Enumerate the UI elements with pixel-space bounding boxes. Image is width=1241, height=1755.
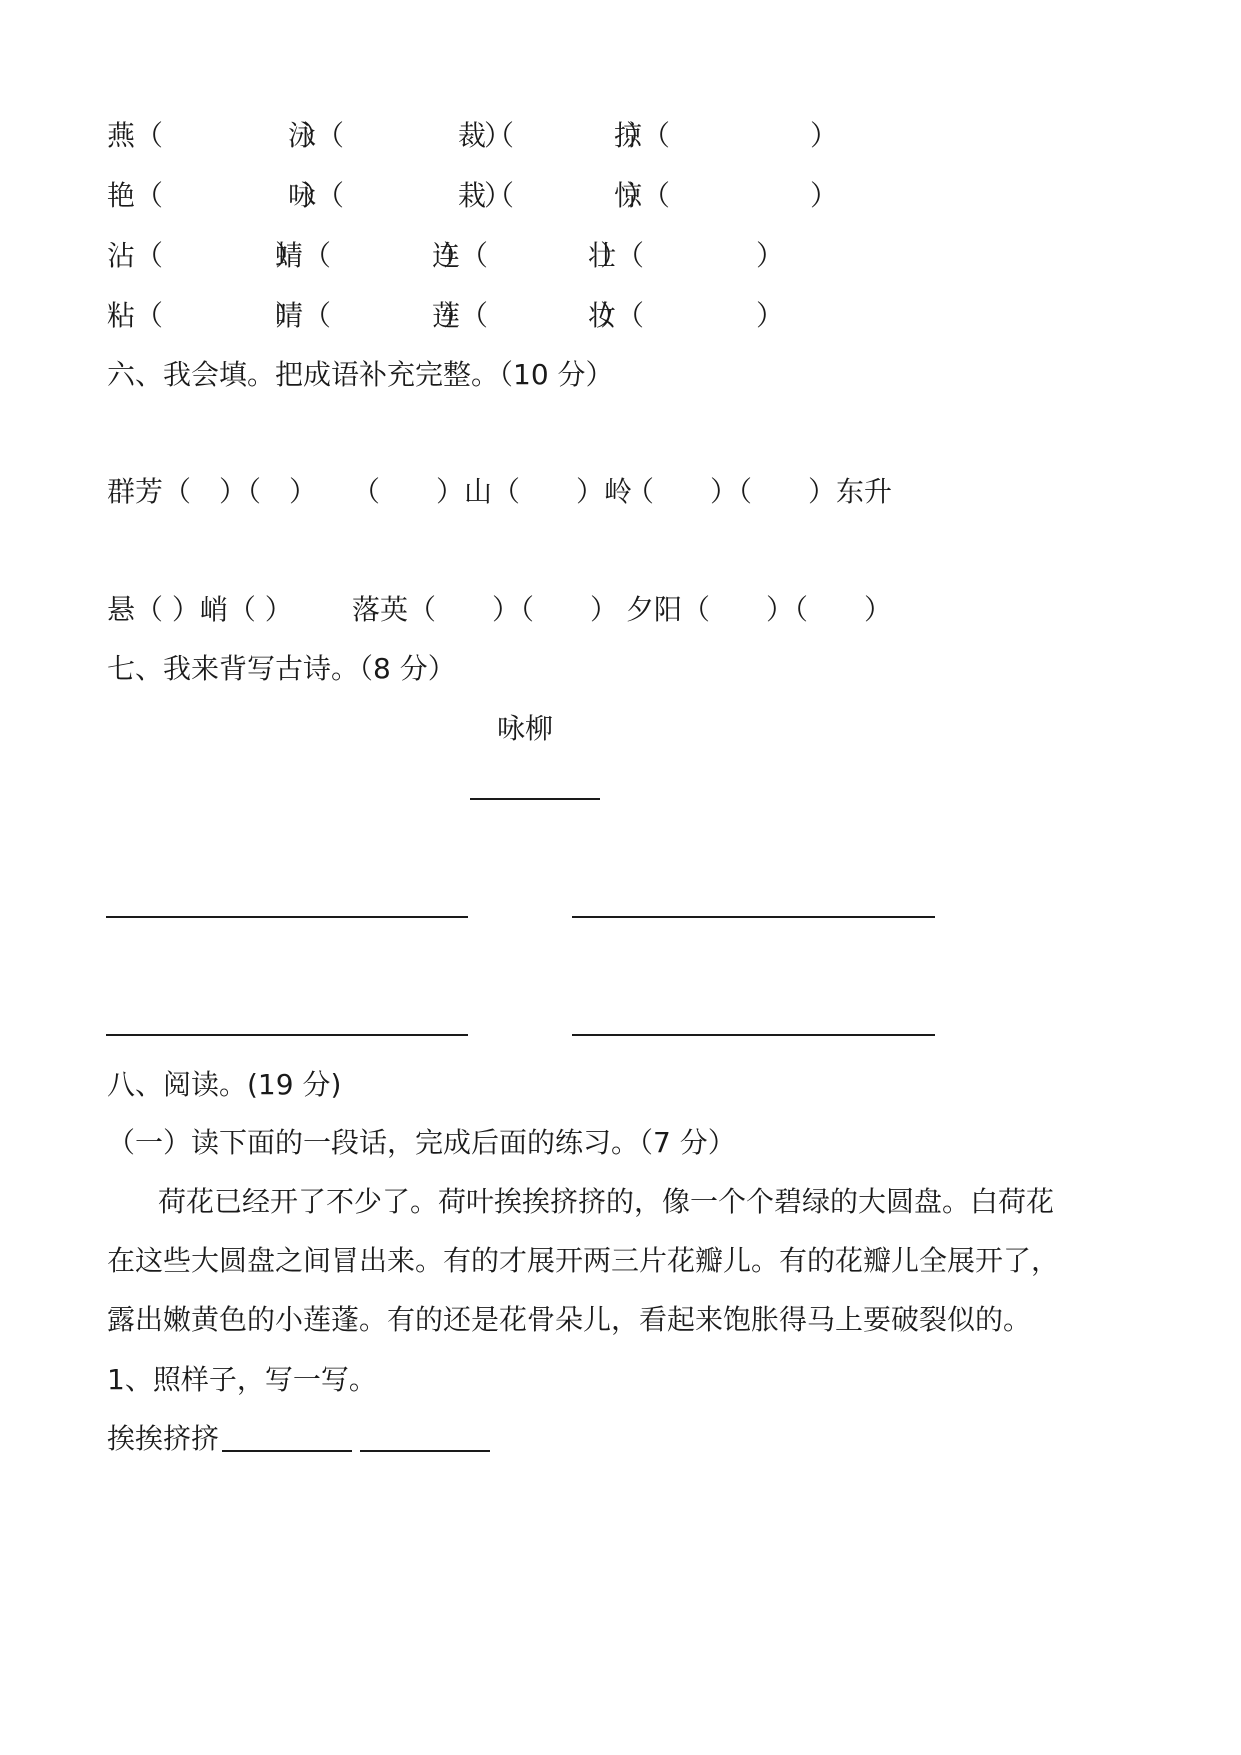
idiom-cell: （ ）（ ）东升 xyxy=(626,475,893,508)
section-6-heading: 六、我会填。把成语补充完整。（10 分） xyxy=(107,358,614,391)
pair-cell: 燕（ ） xyxy=(107,119,332,152)
example-word: 挨挨挤挤 xyxy=(107,1422,220,1455)
passage-line: 露出嫩黄色的小莲蓬。有的还是花骨朵儿，看起来饱胀得马上要破裂似的。 xyxy=(107,1303,1032,1336)
pair-cell: 栽（ ） xyxy=(458,179,655,212)
poem-title: 咏柳 xyxy=(497,712,554,745)
passage-line: 在这些大圆盘之间冒出来。有的才展开两三片花瓣儿。有的花瓣儿全展开了， xyxy=(107,1244,1060,1277)
pair-cell: 艳（ ） xyxy=(107,179,332,212)
pair-cell: 壮（ ） xyxy=(588,239,785,272)
pair-cell: 沾（ ） xyxy=(107,239,304,272)
section-8-heading: 八、阅读。(19 分) xyxy=(107,1068,342,1101)
idiom-cell: 悬（ ）峭（ ） xyxy=(107,593,293,626)
answer-blank[interactable] xyxy=(360,1450,490,1452)
idiom-cell: 群芳（ ）（ ） xyxy=(107,475,318,508)
idiom-cell: 落英（ ）（ ） xyxy=(352,593,619,626)
idiom-cell: （ ）山（ ）岭 xyxy=(352,475,633,508)
idiom-cell: 夕阳（ ）（ ） xyxy=(626,593,893,626)
pair-cell: 莲（ ） xyxy=(432,299,629,332)
pair-cell: 惊（ ） xyxy=(614,179,839,212)
pair-cell: 裁（ ） xyxy=(458,119,655,152)
poem-author-blank[interactable] xyxy=(470,798,600,800)
pair-cell: 连（ ） xyxy=(432,239,629,272)
reading-sub-heading: （一）读下面的一段话，完成后面的练习。（7 分） xyxy=(107,1126,736,1159)
section-7-heading: 七、我来背写古诗。（8 分） xyxy=(107,652,456,685)
poem-line-blank[interactable] xyxy=(572,1034,935,1036)
passage-line: 荷花已经开了不少了。荷叶挨挨挤挤的，像一个个碧绿的大圆盘。白荷花 xyxy=(158,1185,1055,1218)
question-1: 1、照样子，写一写。 xyxy=(107,1363,377,1396)
pair-cell: 晴（ ） xyxy=(275,299,472,332)
pair-cell: 妆（ ） xyxy=(588,299,785,332)
pair-cell: 粘（ ） xyxy=(107,299,304,332)
answer-blank[interactable] xyxy=(222,1450,352,1452)
poem-line-blank[interactable] xyxy=(106,1034,468,1036)
poem-line-blank[interactable] xyxy=(106,916,468,918)
pair-cell: 泳（ ） xyxy=(288,119,513,152)
pair-cell: 掠（ ） xyxy=(614,119,839,152)
pair-cell: 蜻（ ） xyxy=(275,239,472,272)
pair-cell: 咏（ ） xyxy=(288,179,513,212)
poem-line-blank[interactable] xyxy=(572,916,935,918)
